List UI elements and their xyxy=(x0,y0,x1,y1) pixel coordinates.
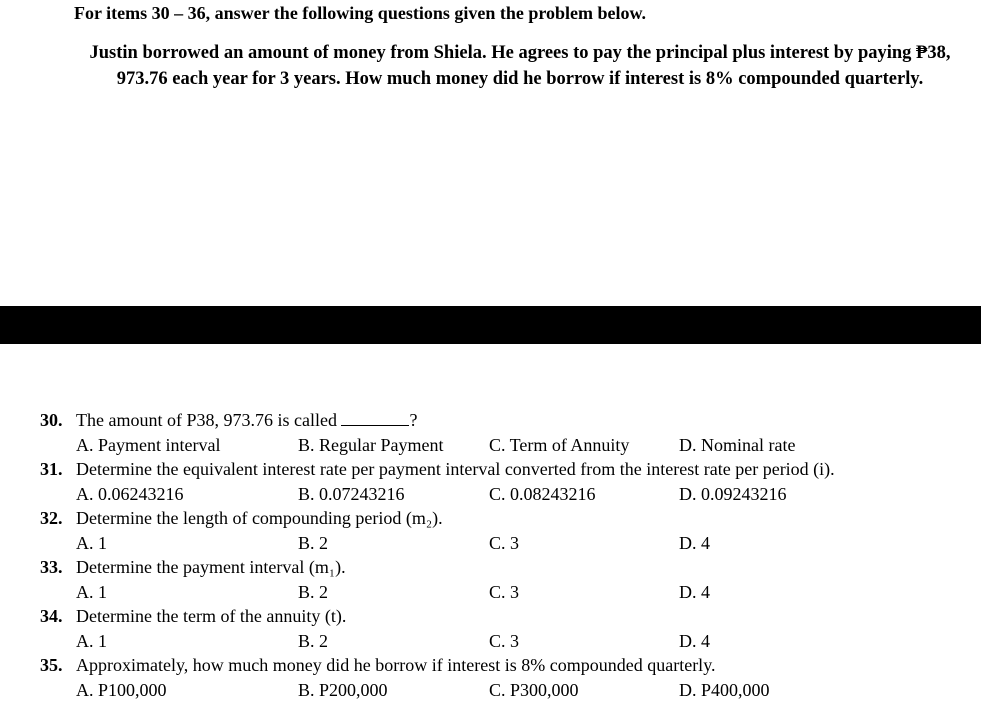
choice-b: B. 0.07243216 xyxy=(298,483,405,504)
choice-d: D. 4 xyxy=(679,532,710,553)
question-text-after-blank: ? xyxy=(409,410,418,430)
choice-c: C. Term of Annuity xyxy=(489,434,630,455)
choice-a: A. P100,000 xyxy=(76,679,167,700)
question-number: 34. xyxy=(40,606,63,626)
choice-c: C. 3 xyxy=(489,630,520,651)
choice-b: B. P200,000 xyxy=(298,679,388,700)
choice-a: A. Payment interval xyxy=(76,434,221,455)
choice-b: B. 2 xyxy=(298,630,329,651)
choice-a: A. 1 xyxy=(76,581,107,602)
choice-c: C. 0.08243216 xyxy=(489,483,596,504)
question-33 xyxy=(40,555,970,580)
question-31 xyxy=(40,457,970,482)
question-35 xyxy=(40,653,970,678)
question-text: Determine the payment interval (m₁). xyxy=(76,557,346,577)
question-number: 32. xyxy=(40,508,63,528)
question-number: 31. xyxy=(40,459,63,479)
question-30 xyxy=(40,408,970,433)
choices-31 xyxy=(40,482,970,507)
question-text: Determine the term of the annuity (t). xyxy=(76,606,347,626)
question-text: Approximately, how much money did he borrow if interest is 8% compounded quarterly. xyxy=(76,655,716,675)
choice-a: A. 0.06243216 xyxy=(76,483,184,504)
question-list xyxy=(40,408,970,702)
choice-a: A. 1 xyxy=(76,532,107,553)
question-34 xyxy=(40,604,970,629)
choices-34 xyxy=(40,629,970,654)
choice-d: D. Nominal rate xyxy=(679,434,796,455)
question-number: 33. xyxy=(40,557,63,577)
instructions-header: For items 30 – 36, answer the following questions given the problem below. xyxy=(74,3,647,23)
choice-d: D. 4 xyxy=(679,630,710,651)
choice-b: B. 2 xyxy=(298,532,329,553)
question-text-before-blank: The amount of P38, 973.76 is called xyxy=(76,410,337,430)
choice-c: C. 3 xyxy=(489,581,520,602)
redaction-bar xyxy=(0,306,981,344)
question-number: 35. xyxy=(40,655,63,675)
choice-a: A. 1 xyxy=(76,630,107,651)
choice-b: B. Regular Payment xyxy=(298,434,444,455)
question-text: Determine the equivalent interest rate per payment interval converted from the interest rate per period (i). xyxy=(76,459,835,479)
choices-30 xyxy=(40,433,970,458)
choice-d: D. P400,000 xyxy=(679,679,770,700)
choice-b: B. 2 xyxy=(298,581,329,602)
question-number: 30. xyxy=(40,410,63,430)
choice-c: C. P300,000 xyxy=(489,679,579,700)
question-32 xyxy=(40,506,970,531)
choice-c: C. 3 xyxy=(489,532,520,553)
choices-32 xyxy=(40,531,970,556)
choice-d: D. 0.09243216 xyxy=(679,483,787,504)
question-text xyxy=(76,408,417,432)
choice-d: D. 4 xyxy=(679,581,710,602)
answer-blank xyxy=(341,409,409,426)
problem-statement: Justin borrowed an amount of money from Shiela. He agrees to pay the principal plus interest by paying ₱38, 973.76 each year for 3 years. How much money did he borrow if interest is 8% compounded quarterly. xyxy=(89,43,951,89)
choices-35 xyxy=(40,678,970,703)
choices-33 xyxy=(40,580,970,605)
question-text: Determine the length of compounding period (m₂). xyxy=(76,508,443,528)
